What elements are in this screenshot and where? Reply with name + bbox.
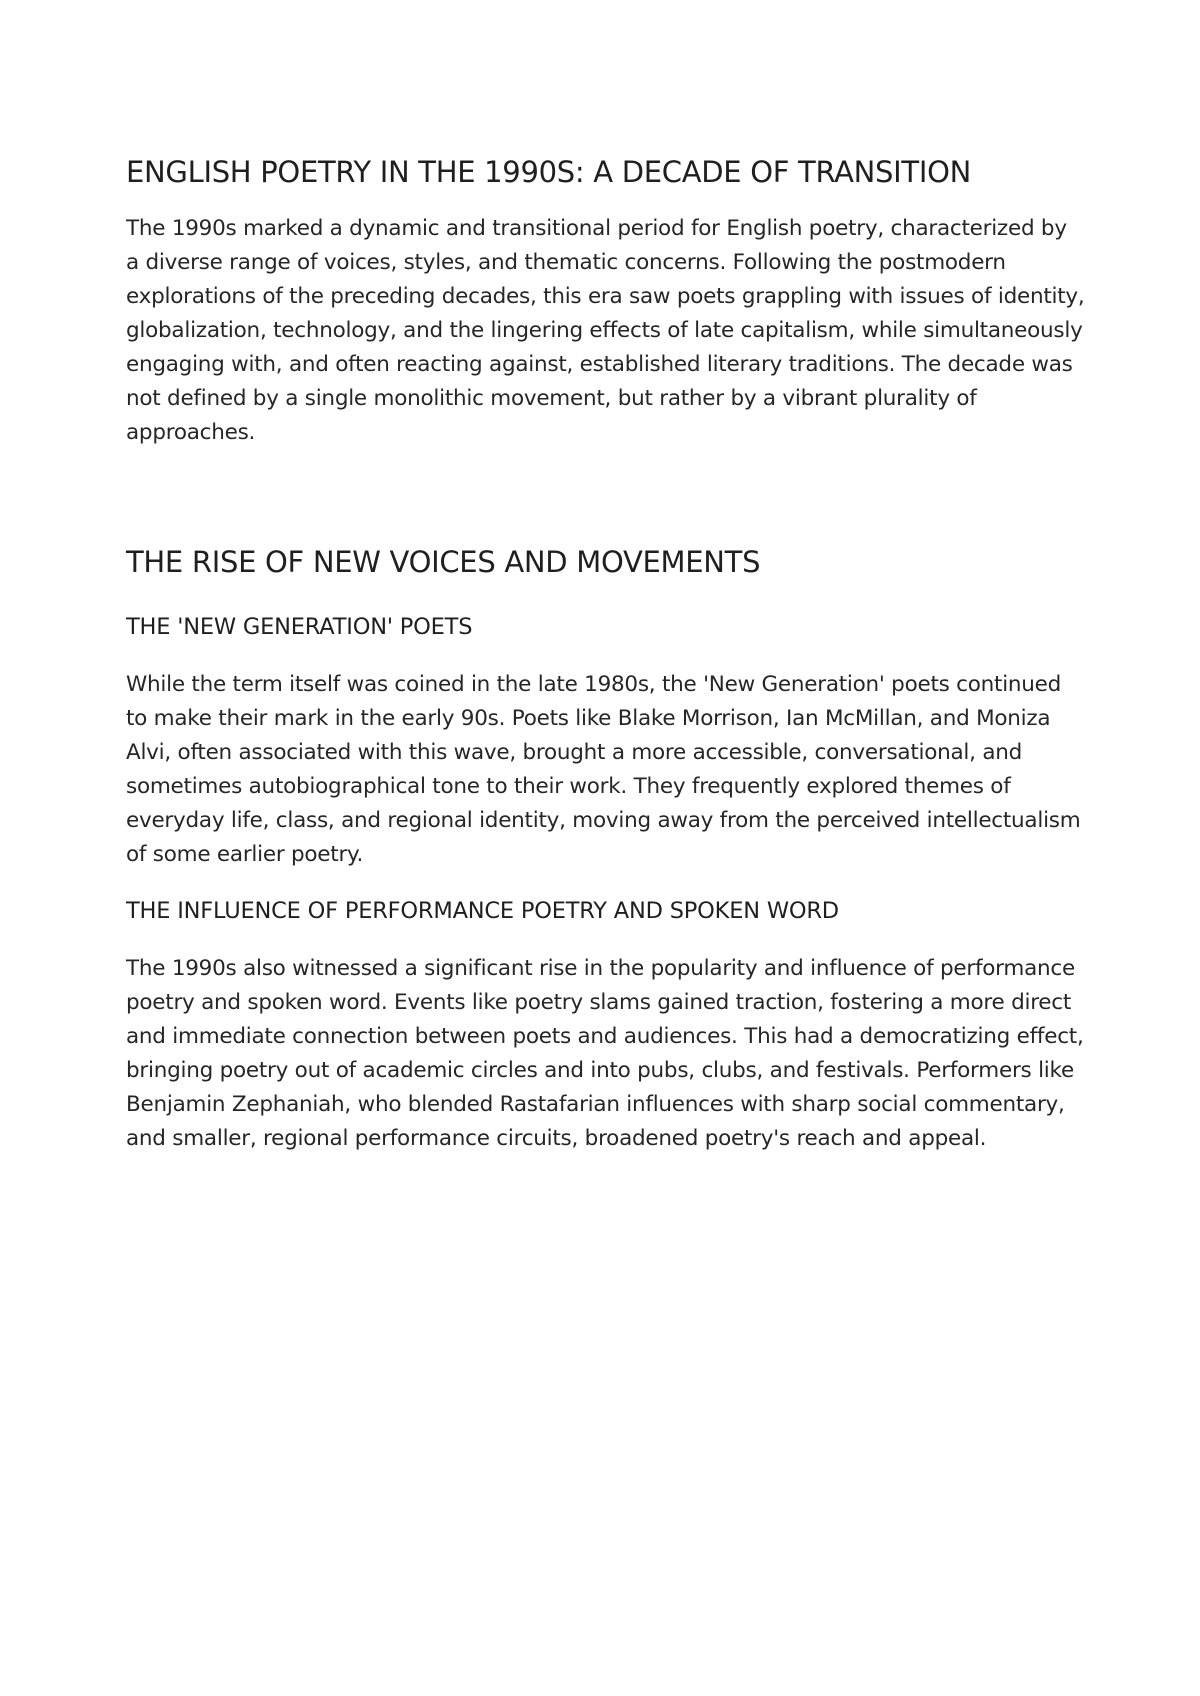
- document-content: [126, 146, 1086, 1156]
- section-heading: THE RISE OF NEW VOICES AND MOVEMENTS: [126, 545, 761, 579]
- intro-paragraph: The 1990s marked a dynamic and transitional period for English poetry, characterized by a diverse range of voices, styles, and thematic concerns. Following the postmodern explorations of the preceding decades, this era saw poets grappling with issues of identity, globalization, technology, and the lingering effects of late capitalism, while simultaneously engaging with, and often reacting against, established literary traditions. The decade was not defined by a single monolithic movement, but rather by a vibrant plurality of approaches.: [126, 216, 1085, 445]
- subsection-heading-new-generation: THE 'NEW GENERATION' POETS: [126, 614, 473, 640]
- new-generation-paragraph: While the term itself was coined in the late 1980s, the 'New Generation' poets continued to make their mark in the early 90s. Poets like Blake Morrison, Ian McMillan, and Moniza Alvi, often associated with this wave, brought a more accessible, conversational, and sometimes autobiographical tone to their work. They frequently explored themes of everyday life, class, and regional identity, moving away from the perceived intellectualism of some earlier poetry.: [126, 672, 1081, 867]
- document-title: ENGLISH POETRY IN THE 1990S: A DECADE OF TRANSITION: [126, 155, 972, 189]
- subsection-heading-performance-poetry: THE INFLUENCE OF PERFORMANCE POETRY AND SPOKEN WORD: [126, 898, 839, 924]
- performance-poetry-paragraph: The 1990s also witnessed a significant rise in the popularity and influence of performance poetry and spoken word. Events like poetry slams gained traction, fostering a more direct and immediate connection between poets and audiences. This had a democratizing effect, bringing poetry out of academic circles and into pubs, clubs, and festivals. Performers like Benjamin Zephaniah, who blended Rastafarian influences with sharp social commentary, and smaller, regional performance circuits, broadened poetry's reach and appeal.: [126, 956, 1084, 1151]
